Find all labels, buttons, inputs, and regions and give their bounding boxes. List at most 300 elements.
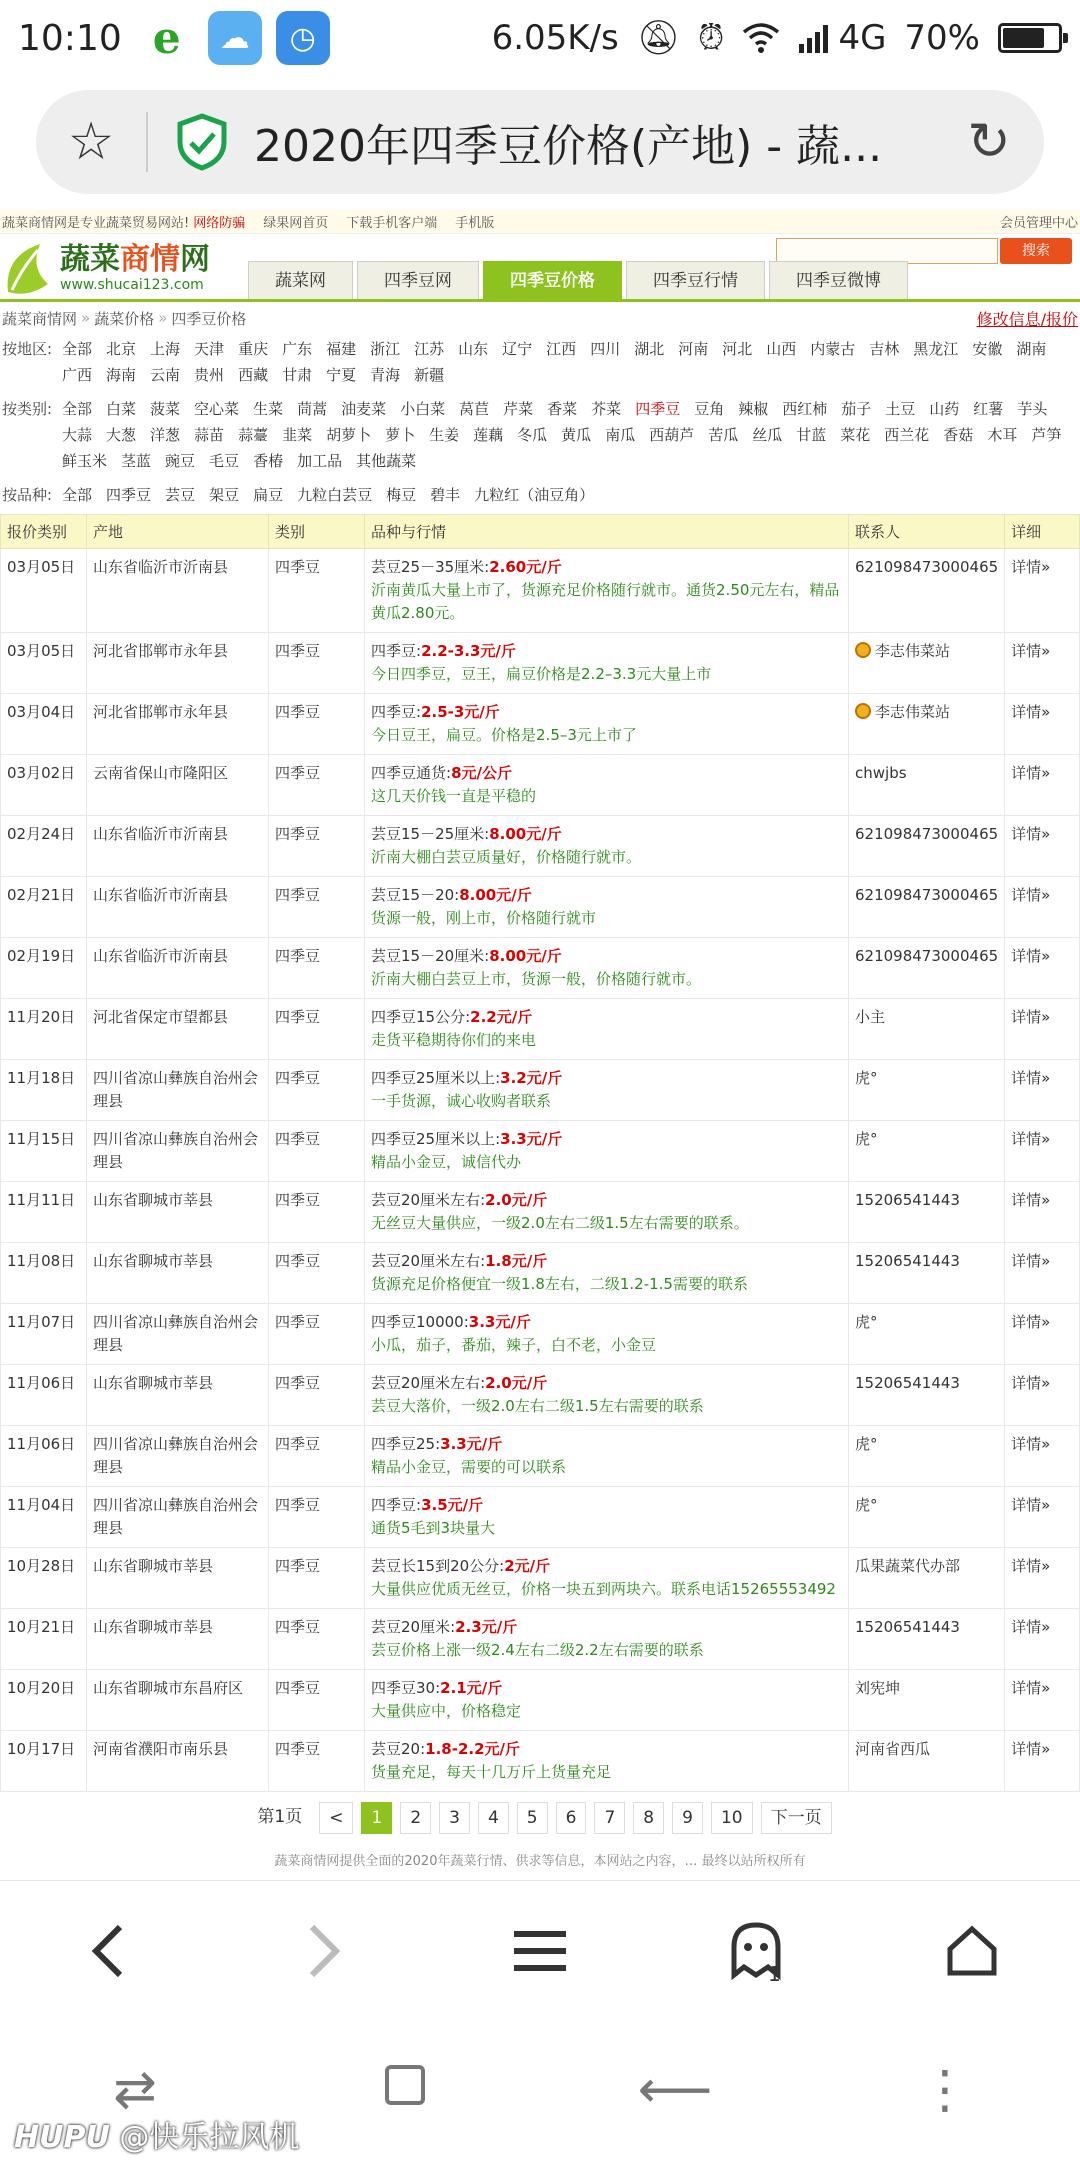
quote-description: 小瓜，茄子，番茄，辣子，白不老，小金豆 — [371, 1336, 657, 1354]
site-topbar — [0, 210, 1080, 234]
table-row[interactable] — [1, 1609, 1080, 1670]
date-cell: 11月06日 — [1, 1365, 87, 1426]
address-bar[interactable] — [36, 90, 1044, 194]
category-cell: 四季豆 — [269, 1670, 365, 1731]
category-filter-item[interactable]: 蒜薹 — [238, 426, 269, 444]
detail-link[interactable]: 详情» — [1005, 1121, 1080, 1182]
region-filter-item[interactable]: 西藏 — [238, 366, 269, 384]
category-filter-item[interactable]: 红薯 — [973, 400, 1004, 418]
category-filter-item[interactable]: 蒜苗 — [194, 426, 225, 444]
contact-cell[interactable] — [849, 694, 1005, 755]
contact-cell[interactable] — [849, 1487, 1005, 1548]
page-number-button[interactable]: 6 — [556, 1802, 587, 1834]
category-filter-item[interactable]: 茼蒿 — [297, 400, 328, 418]
table-row[interactable] — [1, 633, 1080, 694]
region-filter-item[interactable]: 河南 — [678, 340, 709, 358]
origin-cell: 四川省凉山彝族自治州会理县 — [87, 1060, 269, 1121]
region-filter-item[interactable]: 青海 — [370, 366, 401, 384]
battery-percent: 70% — [904, 18, 980, 58]
category-filter-item[interactable]: 莴苣 — [459, 400, 490, 418]
signal-icon — [798, 22, 834, 54]
region-filter-item[interactable]: 山西 — [766, 340, 797, 358]
page-number-button[interactable]: 4 — [478, 1802, 509, 1834]
breadcrumb-item[interactable]: 四季豆价格 — [171, 309, 247, 328]
spec-text: 芸豆20厘米左右: — [371, 1252, 486, 1270]
origin-cell: 山东省临沂市沂南县 — [87, 816, 269, 877]
category-filter-item[interactable]: 毛豆 — [209, 452, 240, 470]
category-filter-item[interactable]: 苦瓜 — [708, 426, 739, 444]
category-cell: 四季豆 — [269, 1426, 365, 1487]
table-row[interactable] — [1, 938, 1080, 999]
quote-cell — [365, 1243, 849, 1304]
home-link[interactable]: 绿果网首页 — [263, 216, 329, 231]
contact-name[interactable]: 河南省西瓜 — [855, 1740, 931, 1758]
spec-text: 四季豆: — [371, 1496, 422, 1514]
category-filter-item[interactable]: 西红柿 — [782, 400, 828, 418]
category-cell: 四季豆 — [269, 694, 365, 755]
page-number-button[interactable]: 2 — [400, 1802, 431, 1834]
origin-cell: 四川省凉山彝族自治州会理县 — [87, 1304, 269, 1365]
date-cell: 02月19日 — [1, 938, 87, 999]
region-filter-item[interactable]: 广东 — [282, 340, 313, 358]
quote-description: 沂南大棚白芸豆上市，货源一般，价格随行就市。 — [371, 970, 702, 988]
detail-link[interactable]: 详情» — [1005, 1548, 1080, 1609]
detail-link[interactable]: 详情» — [1005, 549, 1080, 633]
detail-link[interactable]: 详情» — [1005, 1426, 1080, 1487]
variety-filter-item[interactable]: 九粒红（油豆角） — [474, 486, 595, 504]
region-filter-item[interactable]: 重庆 — [238, 340, 269, 358]
contact-cell[interactable] — [849, 1243, 1005, 1304]
variety-filter-item[interactable]: 全部 — [62, 486, 93, 504]
contact-cell[interactable] — [849, 938, 1005, 999]
variety-filter-item[interactable]: 梅豆 — [386, 486, 417, 504]
price-text: 2元/斤 — [504, 1557, 551, 1575]
category-filter-item[interactable]: 芥菜 — [591, 400, 622, 418]
spec-text: 芸豆20厘米左右: — [371, 1374, 486, 1392]
browser-bottom-bar — [0, 1880, 1080, 2020]
quote-cell — [365, 938, 849, 999]
detail-link[interactable]: 详情» — [1005, 1365, 1080, 1426]
table-row[interactable] — [1, 877, 1080, 938]
price-text: 3.5元/斤 — [421, 1496, 484, 1514]
table-row[interactable] — [1, 1670, 1080, 1731]
category-filter-item[interactable]: 冬瓜 — [517, 426, 548, 444]
contact-name[interactable]: 15206541443 — [855, 1191, 960, 1209]
region-filter-item[interactable]: 黑龙江 — [913, 340, 959, 358]
prev-page-button[interactable]: < — [319, 1802, 353, 1834]
category-filter-item[interactable]: 油麦菜 — [341, 400, 387, 418]
price-text: 8元/公斤 — [451, 764, 512, 782]
tabs-ghost-icon[interactable] — [696, 1891, 816, 2011]
category-filter-item[interactable]: 丝瓜 — [752, 426, 783, 444]
category-cell: 四季豆 — [269, 1365, 365, 1426]
contact-name[interactable]: 虎° — [855, 1496, 878, 1514]
category-filter-item[interactable]: 茎蓝 — [121, 452, 152, 470]
contact-name[interactable]: 瓜果蔬菜代办部 — [855, 1557, 961, 1575]
category-filter-item[interactable]: 洋葱 — [150, 426, 181, 444]
contact-cell[interactable] — [849, 816, 1005, 877]
table-row[interactable] — [1, 1426, 1080, 1487]
category-filter-item[interactable]: 芋头 — [1017, 400, 1048, 418]
region-filter-item[interactable]: 江苏 — [414, 340, 445, 358]
region-filter-item[interactable]: 江西 — [546, 340, 577, 358]
region-filter-item[interactable]: 宁夏 — [326, 366, 357, 384]
category-filter-item[interactable]: 香菇 — [943, 426, 974, 444]
category-filter-item[interactable]: 四季豆 — [635, 400, 681, 418]
footer-text: 蔬菜商情网提供全面的2020年蔬菜行情、供求等信息，本网站之内容，… 最终以站所权所有 — [274, 1854, 806, 1869]
table-row[interactable] — [1, 1365, 1080, 1426]
quote-description: 货量充足，每天十几万斤上货量充足 — [371, 1763, 612, 1781]
nav-tab[interactable]: 四季豆网 — [357, 261, 479, 299]
category-filter-item[interactable]: 土豆 — [885, 400, 916, 418]
region-filter-item[interactable]: 吉林 — [869, 340, 900, 358]
detail-link[interactable]: 详情» — [1005, 1243, 1080, 1304]
price-text: 8.00元/斤 — [459, 886, 532, 904]
price-text: 2.5-3元/斤 — [421, 703, 500, 721]
back-icon[interactable] — [48, 1891, 168, 2011]
category-cell: 四季豆 — [269, 938, 365, 999]
column-header: 类别 — [269, 515, 365, 549]
category-filter-item[interactable]: 白菜 — [106, 400, 137, 418]
price-text: 3.3元/斤 — [468, 1313, 531, 1331]
detail-link[interactable]: 详情» — [1005, 1487, 1080, 1548]
variety-filter-label: 按品种: — [2, 486, 53, 504]
switch-apps-icon[interactable]: ⇄ — [113, 2060, 157, 2120]
region-filter-item[interactable]: 四川 — [590, 340, 621, 358]
contact-name[interactable]: 李志伟菜站 — [875, 703, 951, 721]
category-cell: 四季豆 — [269, 633, 365, 694]
category-filter-item[interactable]: 莲藕 — [473, 426, 504, 444]
category-filter-item[interactable]: 其他蔬菜 — [356, 452, 417, 470]
forward-icon[interactable] — [264, 1891, 384, 2011]
spec-text: 芸豆长15到20公分: — [371, 1557, 505, 1575]
category-filter-item[interactable]: 菠菜 — [150, 400, 181, 418]
contact-cell[interactable] — [849, 549, 1005, 633]
contact-cell[interactable] — [849, 1731, 1005, 1792]
region-filter-item[interactable]: 安徽 — [972, 340, 1003, 358]
region-filter-label: 按地区: — [2, 340, 53, 358]
detail-link[interactable]: 详情» — [1005, 1609, 1080, 1670]
variety-filter-item[interactable]: 碧丰 — [430, 486, 461, 504]
table-row[interactable] — [1, 1731, 1080, 1792]
next-page-button[interactable]: 下一页 — [761, 1802, 832, 1834]
contact-cell[interactable] — [849, 633, 1005, 694]
region-filter-item[interactable]: 福建 — [326, 340, 357, 358]
category-filter-item[interactable]: 胡萝卜 — [326, 426, 372, 444]
table-row[interactable] — [1, 1060, 1080, 1121]
category-filter-item[interactable]: 空心菜 — [194, 400, 240, 418]
category-cell: 四季豆 — [269, 1182, 365, 1243]
detail-link[interactable]: 详情» — [1005, 1182, 1080, 1243]
region-filter-item[interactable]: 广西 — [62, 366, 93, 384]
contact-name[interactable]: 15206541443 — [855, 1618, 960, 1636]
origin-cell: 山东省聊城市莘县 — [87, 1548, 269, 1609]
menu-icon[interactable] — [480, 1891, 600, 2011]
region-filter-item[interactable]: 河北 — [722, 340, 753, 358]
contact-name[interactable]: 刘宪坤 — [855, 1679, 901, 1697]
detail-link[interactable]: 详情» — [1005, 1304, 1080, 1365]
category-filter-item[interactable]: 木耳 — [987, 426, 1018, 444]
quote-description: 货源充足价格便宜一级1.8左右，二级1.2-1.5需要的联系 — [371, 1275, 748, 1293]
quote-description: 大量供应中，价格稳定 — [371, 1702, 522, 1720]
contact-cell[interactable] — [849, 1548, 1005, 1609]
table-row[interactable] — [1, 1487, 1080, 1548]
category-filter-item[interactable]: 黄瓜 — [561, 426, 592, 444]
region-filter-item[interactable]: 山东 — [458, 340, 489, 358]
region-filter-item[interactable]: 北京 — [106, 340, 137, 358]
contact-name[interactable]: 小主 — [855, 1008, 886, 1026]
breadcrumb-item[interactable]: 蔬菜商情网 — [2, 309, 78, 328]
detail-link[interactable]: 详情» — [1005, 694, 1080, 755]
date-cell: 02月24日 — [1, 816, 87, 877]
spec-text: 四季豆30: — [371, 1679, 441, 1697]
table-row[interactable] — [1, 816, 1080, 877]
contact-name[interactable]: 虎° — [855, 1130, 878, 1148]
page-number-button[interactable]: 9 — [672, 1802, 703, 1834]
page-number-button[interactable]: 7 — [594, 1802, 625, 1834]
table-row[interactable] — [1, 549, 1080, 633]
category-filter-item[interactable]: 菜花 — [840, 426, 871, 444]
variety-filter-item[interactable]: 四季豆 — [106, 486, 152, 504]
contact-cell[interactable] — [849, 1182, 1005, 1243]
table-row[interactable] — [1, 1182, 1080, 1243]
category-filter-item[interactable]: 豆角 — [694, 400, 725, 418]
contact-cell[interactable] — [849, 755, 1005, 816]
logo-url: www.shucai123.com — [60, 277, 204, 293]
page-number-button[interactable]: 3 — [439, 1802, 470, 1834]
quote-description: 无丝豆大量供应，一级2.0左右二级1.5左右需要的联系。 — [371, 1214, 749, 1232]
spec-text: 四季豆25厘米以上: — [371, 1069, 501, 1087]
variety-filter-item[interactable]: 九粒白芸豆 — [297, 486, 373, 504]
category-cell: 四季豆 — [269, 1060, 365, 1121]
quote-cell — [365, 999, 849, 1060]
page-number-button[interactable]: 8 — [633, 1802, 664, 1834]
home-icon[interactable] — [912, 1891, 1032, 2011]
spec-text: 四季豆通货: — [371, 764, 452, 782]
category-filter-item[interactable]: 西葫芦 — [649, 426, 695, 444]
quote-description: 通货5毛到3块量大 — [371, 1519, 496, 1537]
region-filter-item[interactable]: 湖南 — [1016, 340, 1047, 358]
region-filter-item[interactable]: 甘肃 — [282, 366, 313, 384]
price-text: 3.3元/斤 — [500, 1130, 563, 1148]
category-filter-item[interactable]: 加工品 — [297, 452, 343, 470]
table-row[interactable] — [1, 755, 1080, 816]
spec-text: 四季豆25: — [371, 1435, 441, 1453]
category-filter-label: 按类别: — [2, 400, 53, 418]
spec-text: 四季豆15公分: — [371, 1008, 471, 1026]
price-text: 3.3元/斤 — [440, 1435, 503, 1453]
region-filter-item[interactable]: 上海 — [150, 340, 181, 358]
divider — [146, 112, 148, 172]
detail-link[interactable]: 详情» — [1005, 755, 1080, 816]
date-cell: 03月04日 — [1, 694, 87, 755]
category-filter-item[interactable]: 全部 — [62, 400, 93, 418]
detail-link[interactable]: 详情» — [1005, 633, 1080, 694]
spec-text: 芸豆20: — [371, 1740, 426, 1758]
region-filter-item[interactable]: 新疆 — [414, 366, 445, 384]
spec-text: 四季豆25厘米以上: — [371, 1130, 501, 1148]
detail-link[interactable]: 详情» — [1005, 1670, 1080, 1731]
bookmark-star-icon[interactable]: ☆ — [67, 112, 115, 172]
variety-filter-item[interactable]: 芸豆 — [165, 486, 196, 504]
category-filter-item[interactable]: 香椿 — [253, 452, 284, 470]
spec-text: 芸豆20厘米左右: — [371, 1191, 486, 1209]
contact-cell[interactable] — [849, 1304, 1005, 1365]
table-row[interactable] — [1, 1121, 1080, 1182]
spec-text: 芸豆20厘米: — [371, 1618, 456, 1636]
web-page — [0, 210, 1080, 1880]
contact-name[interactable]: 虎° — [855, 1435, 878, 1453]
price-text: 2.1元/斤 — [440, 1679, 503, 1697]
spec-text: 四季豆: — [371, 703, 422, 721]
mobile-link[interactable]: 手机版 — [455, 216, 495, 231]
page-title[interactable]: 2020年四季豆价格(产地) - 蔬... — [254, 121, 883, 172]
contact-name[interactable]: 621098473000465 — [855, 886, 999, 904]
category-filter-item[interactable]: 小白菜 — [400, 400, 446, 418]
date-cell: 11月06日 — [1, 1426, 87, 1487]
region-filter-item[interactable]: 全部 — [62, 340, 93, 358]
weather-app-icon: ☁ — [208, 11, 262, 65]
category-filter-item[interactable]: 生姜 — [429, 426, 460, 444]
region-filter-item[interactable]: 天津 — [194, 340, 225, 358]
quote-cell — [365, 694, 849, 755]
category-filter-item[interactable]: 大葱 — [106, 426, 137, 444]
category-filter-item[interactable]: 西兰花 — [884, 426, 930, 444]
page-number-button[interactable]: 5 — [517, 1802, 548, 1834]
site-intro: 蔬菜商情网是专业蔬菜贸易网站! — [2, 216, 190, 231]
contact-name[interactable]: chwjbs — [855, 764, 907, 782]
category-filter-item[interactable]: 大蒜 — [62, 426, 93, 444]
member-link[interactable]: 会员管理中心 — [999, 216, 1078, 231]
system-back-icon[interactable]: ⟵ — [637, 2060, 713, 2120]
page-number-button[interactable]: 1 — [361, 1802, 392, 1834]
contact-cell[interactable] — [849, 999, 1005, 1060]
battery-icon — [998, 23, 1062, 53]
variety-filter-item[interactable]: 架豆 — [209, 486, 240, 504]
region-filter-item[interactable]: 浙江 — [370, 340, 401, 358]
reload-icon[interactable]: ↻ — [967, 112, 1011, 172]
contact-cell[interactable] — [849, 1365, 1005, 1426]
detail-link[interactable]: 详情» — [1005, 816, 1080, 877]
category-filter-item[interactable]: 茄子 — [841, 400, 872, 418]
site-search-button[interactable]: 搜索 — [1000, 238, 1072, 264]
quote-description: 精品小金豆，需要的可以联系 — [371, 1458, 567, 1476]
contact-cell[interactable] — [849, 877, 1005, 938]
category-filter-item[interactable]: 南瓜 — [605, 426, 636, 444]
clock: 10:10 — [18, 17, 122, 59]
category-filter-item[interactable]: 韭菜 — [282, 426, 313, 444]
variety-filter-item[interactable]: 扁豆 — [253, 486, 284, 504]
table-row[interactable] — [1, 1548, 1080, 1609]
detail-link[interactable]: 详情» — [1005, 999, 1080, 1060]
category-filter-item[interactable]: 甘蓝 — [796, 426, 827, 444]
region-filter-item[interactable]: 海南 — [106, 366, 137, 384]
contact-name[interactable]: 621098473000465 — [855, 947, 999, 965]
origin-cell: 云南省保山市隆阳区 — [87, 755, 269, 816]
contact-cell[interactable] — [849, 1670, 1005, 1731]
contact-name[interactable]: 虎° — [855, 1069, 878, 1087]
contact-cell[interactable] — [849, 1121, 1005, 1182]
category-filter-item[interactable]: 辣椒 — [738, 400, 769, 418]
quote-cell — [365, 1670, 849, 1731]
spec-text: 芸豆15－20: — [371, 886, 460, 904]
detail-link[interactable]: 详情» — [1005, 1731, 1080, 1792]
page-number-button[interactable]: 10 — [711, 1802, 753, 1834]
nav-tab[interactable]: 四季豆行情 — [626, 261, 765, 299]
region-filter-item[interactable]: 内蒙古 — [810, 340, 856, 358]
download-link[interactable]: 下载手机客户端 — [346, 216, 438, 231]
table-row[interactable] — [1, 1243, 1080, 1304]
mute-icon: 🔕︎ — [636, 18, 680, 58]
category-filter-item[interactable]: 香菜 — [547, 400, 578, 418]
origin-cell: 四川省凉山彝族自治州会理县 — [87, 1121, 269, 1182]
region-filter-item[interactable]: 贵州 — [194, 366, 225, 384]
category-cell: 四季豆 — [269, 1548, 365, 1609]
region-filter-item[interactable]: 云南 — [150, 366, 181, 384]
category-filter — [0, 394, 1080, 480]
table-row[interactable] — [1, 1304, 1080, 1365]
contact-cell[interactable] — [849, 1609, 1005, 1670]
edit-info-link[interactable]: 修改信息/报价 — [976, 309, 1078, 329]
date-cell: 10月28日 — [1, 1548, 87, 1609]
spec-text: 四季豆10000: — [371, 1313, 469, 1331]
fraud-link[interactable]: 网络防骗 — [193, 216, 246, 231]
date-cell: 11月08日 — [1, 1243, 87, 1304]
breadcrumb-item[interactable]: 蔬菜价格 — [94, 309, 155, 328]
detail-link[interactable]: 详情» — [1005, 1060, 1080, 1121]
column-header: 详细 — [1005, 515, 1080, 549]
region-filter-item[interactable]: 辽宁 — [502, 340, 533, 358]
table-row[interactable] — [1, 694, 1080, 755]
contact-name[interactable]: 李志伟菜站 — [875, 642, 951, 660]
category-filter-item[interactable]: 豌豆 — [165, 452, 196, 470]
page-indicator[interactable]: 第1页 — [257, 1807, 303, 1827]
quote-cell — [365, 1182, 849, 1243]
contact-name[interactable]: 15206541443 — [855, 1374, 960, 1392]
category-filter-item[interactable]: 山药 — [929, 400, 960, 418]
category-filter-item[interactable]: 芹菜 — [503, 400, 534, 418]
contact-name[interactable]: 621098473000465 — [855, 558, 999, 576]
contact-name[interactable]: 621098473000465 — [855, 825, 999, 843]
category-cell: 四季豆 — [269, 1121, 365, 1182]
nav-tab[interactable]: 四季豆价格 — [483, 261, 622, 299]
nav-tab[interactable]: 四季豆微博 — [769, 261, 908, 299]
contact-cell[interactable] — [849, 1426, 1005, 1487]
contact-name[interactable]: 15206541443 — [855, 1252, 960, 1270]
category-filter-item[interactable]: 生菜 — [253, 400, 284, 418]
category-filter-item[interactable]: 鲜玉米 — [62, 452, 108, 470]
table-row[interactable] — [1, 999, 1080, 1060]
region-filter-item[interactable]: 湖北 — [634, 340, 665, 358]
site-logo[interactable] — [0, 238, 210, 298]
quote-description: 芸豆价格上涨一级2.4左右二级2.2左右需要的联系 — [371, 1641, 704, 1659]
origin-cell: 河北省邯郸市永年县 — [87, 633, 269, 694]
nav-tab[interactable]: 蔬菜网 — [248, 261, 353, 299]
recents-icon[interactable] — [345, 2060, 465, 2120]
contact-name[interactable]: 虎° — [855, 1313, 878, 1331]
date-cell: 10月17日 — [1, 1731, 87, 1792]
detail-link[interactable]: 详情» — [1005, 938, 1080, 999]
origin-cell: 四川省凉山彝族自治州会理县 — [87, 1487, 269, 1548]
contact-cell[interactable] — [849, 1060, 1005, 1121]
category-filter-item[interactable]: 芦笋 — [1031, 426, 1062, 444]
quote-cell — [365, 1609, 849, 1670]
category-filter-item[interactable]: 萝卜 — [385, 426, 416, 444]
price-text: 1.8元/斤 — [485, 1252, 548, 1270]
more-options-icon[interactable]: ⋮ — [919, 2060, 971, 2120]
variety-filter — [0, 480, 1080, 514]
detail-link[interactable]: 详情» — [1005, 877, 1080, 938]
